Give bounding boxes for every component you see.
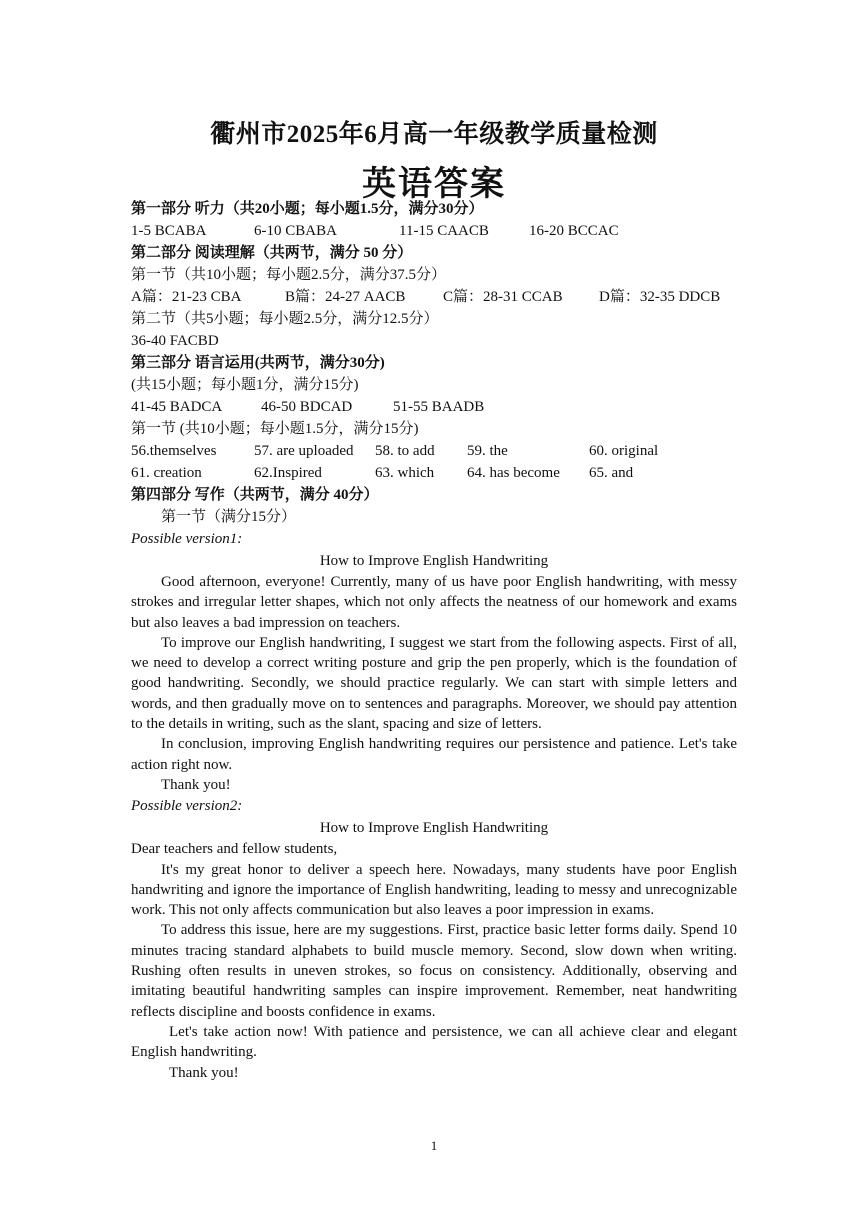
answer-group: 11-15 CAACB [399,223,489,239]
answer-group: 6-10 CBABA [254,223,337,239]
answer-group: B篇：24-27 AACB [285,289,406,305]
part3-section2-heading: 第一节 (共10小题；每小题1.5分，满分15分) [131,421,419,437]
answer-group: C篇：28-31 CCAB [443,289,563,305]
answer-group: 51-55 BAADB [393,399,485,415]
part3-section2-answers-row2 [131,462,737,484]
answer-item: 61. creation [131,465,202,481]
answer-content [131,198,737,1083]
part4-section1-heading: 第一节（满分15分） [161,509,297,525]
answer-item: 63. which [375,465,435,481]
part2-section1-answers [131,286,737,308]
version2-label: Possible version2: [131,798,243,815]
version2-greeting: Dear teachers and fellow students, [131,841,338,858]
answer-item: 59. the [467,443,508,459]
answer-item: 64. has become [467,465,560,481]
part3-section1-answers [131,396,737,418]
answer-group: D篇：32-35 DDCB [599,289,721,305]
answer-item: 60. original [589,443,659,459]
page-number: 1 [430,1138,438,1153]
part2-section1-heading: 第一节（共10小题；每小题2.5分，满分37.5分） [131,267,447,283]
part3-section2-answers-row1 [131,440,737,462]
version1-closing: Thank you! [161,776,231,793]
answer-item: 65. and [589,465,634,481]
answer-item: 57. are uploaded [254,443,354,459]
answer-group: 16-20 BCCAC [529,223,619,239]
version1-paragraph: To improve our English handwriting, I suggest we start from the following aspects. First of all, we need to develop a correct writing posture and grip the pen properly, which is the foundation of good handwriting. Secondly, we should practice regularly. We can start with simple letters and words, and then gradually move on to sentences and paragraphs. Moreover, we should pay attention to the details in writing, such as the slant, spacing and size of letters. [131,634,737,733]
version2-title: How to Improve English Handwriting [319,820,549,837]
version2-paragraph: It's my great honor to deliver a speech here. Nowadays, many students have poor English handwriting and ignore the importance of English handwriting, leading to messy and unrecognizable work. This not only affects communication but also leaves a poor impression in exams. [131,861,737,919]
version2-paragraph: To address this issue, here are my suggestions. First, practice basic letter forms daily. Spend 10 minutes tracing standard alphabets to build muscle memory. Second, slow down when writing. Rushing often results in uneven strokes, so focus on consistency. Additionally, observing and imitating beautiful handwriting samples can inspire improvement. Remember, neat handwriting reflects discipline and boosts confidence in exams. [131,922,737,1020]
version1-paragraph: In conclusion, improving English handwriting requires our persistence and patience. Let's take action right now. [131,736,737,773]
version2-closing: Thank you! [169,1064,239,1081]
part2-section2-heading: 第二节（共5小题；每小题2.5分，满分12.5分） [131,311,439,327]
answer-group: A篇：21-23 CBA [131,289,242,305]
part3-heading: 第三部分 语言运用(共两节，满分30分) [131,355,385,371]
answer-group: 1-5 BCABA [131,223,207,239]
part4-heading: 第四部分 写作（共两节，满分 40分） [131,487,379,503]
answer-item: 56.themselves [131,443,217,459]
document-title: 衢州市2025年6月高一年级教学质量检测 [210,121,658,148]
answer-group: 46-50 BDCAD [261,399,353,415]
version2-paragraph: Let's take action now! With patience and persistence, we can all achieve clear and elegant English handwriting. [131,1023,737,1061]
version1-paragraph: Good afternoon, everyone! Currently, many of us have poor English handwriting, with messy strokes and irregular letter shapes, which not only affects the neatness of our homework and exams but also leaves a bad impression on teachers. [131,574,737,631]
answer-item: 62.Inspired [254,465,322,481]
version1-label: Possible version1: [131,531,243,547]
part1-heading: 第一部分 听力（共20小题；每小题1.5分，满分30分） [131,201,484,217]
answer-item: 58. to add [375,443,435,459]
part2-section2-answers: 36-40 FACBD [131,333,219,349]
answer-group: 41-45 BADCA [131,399,223,415]
part2-heading: 第二部分 阅读理解（共两节，满分 50 分） [131,245,413,261]
part3-section1-heading: (共15小题；每小题1分，满分15分) [131,377,359,393]
version1-title: How to Improve English Handwriting [319,553,549,569]
document-subtitle: 英语答案 [362,166,506,203]
part1-answers [131,220,737,242]
